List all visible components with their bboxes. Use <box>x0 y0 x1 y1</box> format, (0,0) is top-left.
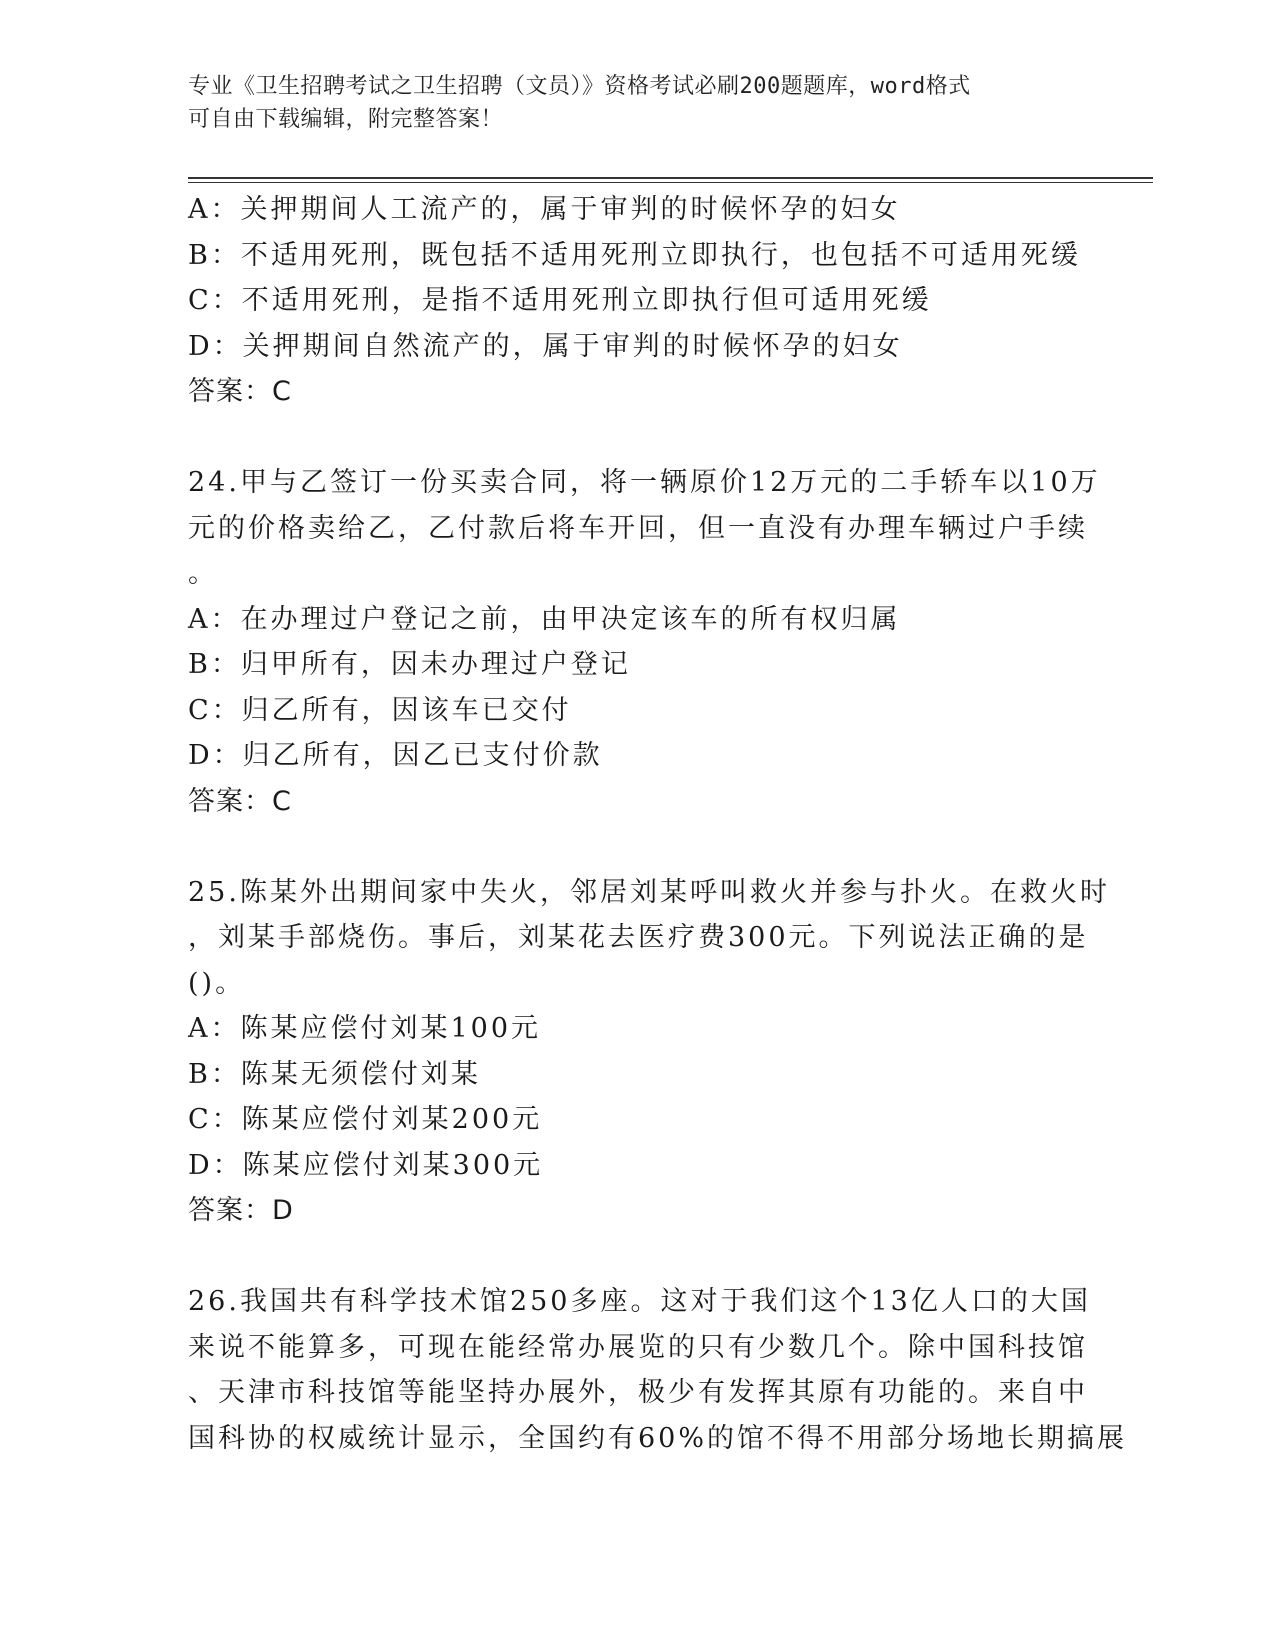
q24-option-c: C：归乙所有，因该车已交付 <box>188 694 572 726</box>
header-line-2: 可自由下载编辑，附完整答案！ <box>188 107 504 132</box>
header-divider <box>188 177 1153 183</box>
q24-answer: 答案：C <box>188 785 292 817</box>
spacer <box>188 415 1088 461</box>
q25-stem-line-2: ，刘某手部烧伤。事后，刘某花去医疗费300元。下列说法正确的是 <box>188 922 1089 953</box>
header-line-1: 专业《卫生招聘考试之卫生招聘（文员）》资格考试必刷200题题库，word格式 <box>188 74 971 99</box>
q26-stem-line-1: 26.我国共有科学技术馆250多座。这对于我们这个13亿人口的大国 <box>188 1286 1091 1317</box>
q24-option-a: A：在办理过户登记之前，由甲决定该车的所有权归属 <box>188 603 901 635</box>
q25-stem-line-3: ()。 <box>188 967 246 999</box>
q26-stem-line-4: 国科协的权威统计显示，全国约有60%的馆不得不用部分场地长期搞展 <box>188 1422 1128 1454</box>
q25-option-d: D：陈某应偿付刘某300元 <box>188 1149 544 1181</box>
spacer <box>188 1234 1088 1280</box>
q25-stem-line-1: 25.陈某外出期间家中失火，邻居刘某呼叫救火并参与扑火。在救火时 <box>188 876 1110 908</box>
question-25 <box>188 870 1110 1234</box>
q25-option-b: B：陈某无须偿付刘某 <box>188 1058 481 1090</box>
q25-option-c: C：陈某应偿付刘某200元 <box>188 1104 543 1135</box>
q25-option-a: A：陈某应偿付刘某100元 <box>188 1013 542 1044</box>
q24-stem-line-3: 。 <box>188 558 218 589</box>
spacer <box>188 824 1088 870</box>
q24-option-d: D：归乙所有，因乙已支付价款 <box>188 740 603 771</box>
q23-option-c: C：不适用死刑，是指不适用死刑立即执行但可适用死缓 <box>188 285 932 316</box>
q25-answer: 答案：D <box>188 1195 294 1226</box>
q26-stem-line-2: 来说不能算多，可现在能经常办展览的只有少数几个。除中国科技馆 <box>188 1331 1088 1363</box>
question-23-options <box>188 187 1088 415</box>
q24-stem-line-2: 元的价格卖给乙，乙付款后将车开回，但一直没有办理车辆过户手续 <box>188 512 1088 544</box>
q24-option-b: B：归甲所有，因未办理过户登记 <box>188 649 631 680</box>
document-header <box>188 70 1088 136</box>
q23-option-a: A：关押期间人工流产的，属于审判的时候怀孕的妇女 <box>188 194 901 225</box>
q24-stem-line-1: 24.甲与乙签订一份买卖合同，将一辆原价12万元的二手轿车以10万 <box>188 467 1101 498</box>
document-body <box>188 187 1128 1461</box>
q23-answer: 答案：C <box>188 376 292 407</box>
question-24 <box>188 460 1101 824</box>
q26-stem-line-3: 、天津市科技馆等能坚持办展外，极少有发挥其原有功能的。来自中 <box>188 1377 1088 1408</box>
q23-option-b: B：不适用死刑，既包括不适用死刑立即执行，也包括不可适用死缓 <box>188 239 1081 271</box>
question-26 <box>188 1279 1128 1461</box>
q23-option-d: D：关押期间自然流产的，属于审判的时候怀孕的妇女 <box>188 330 903 362</box>
